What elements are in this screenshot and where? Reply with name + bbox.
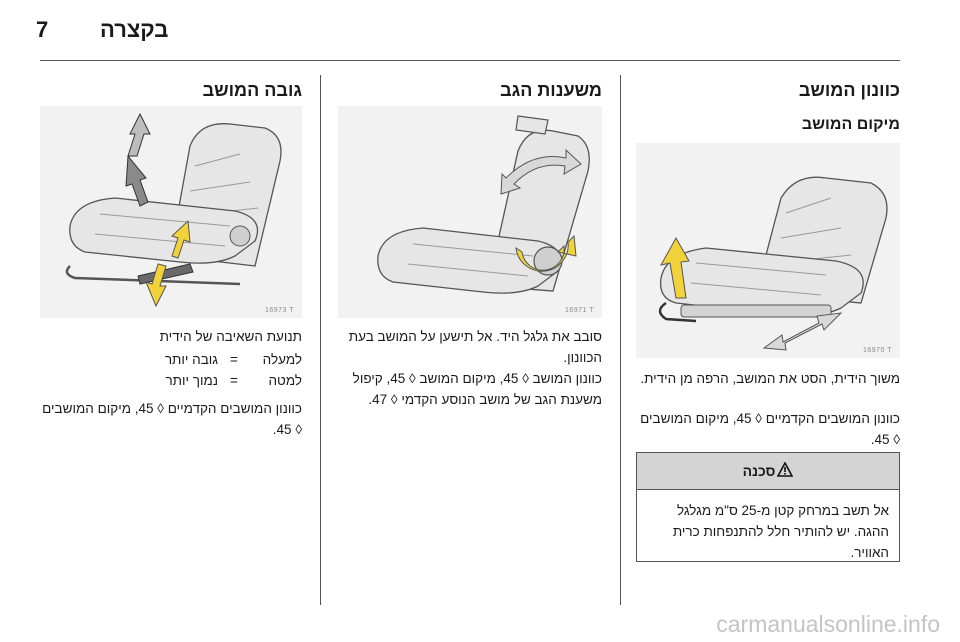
section-title-backrests: משענות הגב: [500, 80, 602, 100]
section-title-seat-adjustment: כוונון המושב: [798, 80, 900, 100]
mapping-row-up: [40, 349, 302, 370]
mapping-row-down: [40, 370, 302, 391]
section-subtitle-seat-position: מיקום המושב: [801, 116, 900, 133]
page-number: 7: [36, 17, 49, 42]
danger-title: סכנה: [742, 463, 776, 479]
column-divider-left: [320, 75, 321, 605]
seat-position-reference: כוונון המושבים הקדמיים ◊ 45, מיקום המושבים ◊ 45.: [640, 411, 900, 447]
chapter-title: בקצרה: [100, 17, 169, 42]
section-title-seat-height: גובה המושב: [202, 80, 302, 100]
backrest-reference: כוונון המושב ◊ 45, מיקום המושב ◊ 45, קיפול משענת הגב של מושב הנוסע הקדמי ◊ 47.: [352, 371, 602, 407]
warning-triangle-icon: [777, 462, 793, 480]
figure-seat-position: [636, 143, 900, 358]
figure-code: 16971 T: [564, 307, 594, 314]
figure-code: 16970 T: [862, 347, 892, 354]
seat-height-mapping: [40, 349, 302, 391]
header-divider: [40, 60, 900, 61]
mapping-equals: =: [230, 373, 238, 388]
figure-code: 16973 T: [264, 307, 294, 314]
figure-backrest: [338, 106, 602, 318]
watermark: carmanualsonline.info: [716, 611, 940, 637]
figure-seat-height: [40, 106, 302, 318]
mapping-equals: =: [230, 352, 238, 367]
column-divider-right: [620, 75, 621, 605]
seat-position-illustration: [636, 143, 900, 358]
mapping-value: גובה יותר: [164, 352, 218, 367]
danger-header: [637, 453, 899, 490]
danger-text: אל תשב במרחק קטן מ-25 ס"מ מגלגל ההגה. יש להותיר חלל להתנפחות כרית האוויר.: [672, 503, 889, 560]
backrest-instruction: סובב את גלגל היד. אל תישען על המושב בעת הכוונון.: [348, 329, 602, 365]
danger-warning-box: [636, 452, 900, 562]
seat-position-instruction: משוך הידית, הסט את המושב, הרפה מן הידית.: [640, 371, 900, 386]
mapping-key: למעלה: [262, 352, 302, 367]
seat-height-illustration: [40, 106, 302, 318]
mapping-value: נמוך יותר: [165, 373, 218, 388]
seat-height-intro: תנועת השאיבה של הידית: [159, 329, 302, 344]
seat-height-reference: כוונון המושבים הקדמיים ◊ 45, מיקום המושבים ◊ 45.: [42, 401, 302, 437]
backrest-illustration: [338, 106, 602, 318]
mapping-key: למטה: [268, 373, 302, 388]
